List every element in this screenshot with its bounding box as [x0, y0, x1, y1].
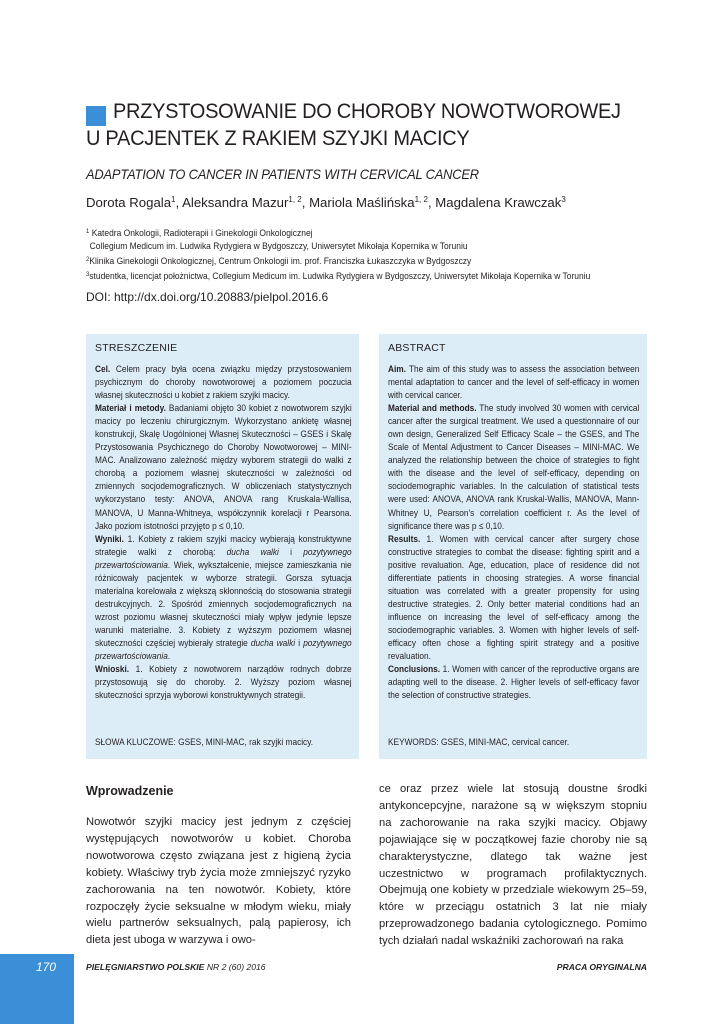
methods-text: The study involved 30 women with cervical cancer after the surgical treatment. We used a questionnaire of our own design, Generalized Self Efficacy Scale – the GSES, and The Scale of Mental Adjustment to Cancer Diseases – MINI-MAC. We analyzed the relationship between the choice of strategies to fight with the disease and the level of self-efficacy, depending on sociodemographic variables. In the calculation of statistical tests were used: ANOVA, ANOVA rank Kruskal-Wallis, MANOVA, Mann-Whitney U, Pearson's correlation coefficient r. As the level of significance there was p ≤ 0,10.	[388, 402, 640, 531]
affiliation-1	[86, 225, 590, 240]
article-title	[86, 98, 663, 152]
cel-label: Cel.	[95, 363, 111, 374]
author-affiliation-mark: 1	[171, 195, 176, 204]
streszczenie-text	[95, 362, 352, 701]
conclusions-label: Conclusions.	[388, 663, 441, 675]
author-name: Dorota Rogala	[86, 195, 172, 210]
wyniki-text: 1. Kobiety z rakiem szyjki macicy wybierają konstruktywne strategie walki z chorobą:	[95, 532, 352, 557]
title-line-1: PRZYSTOSOWANIE DO CHOROBY NOWOTWOROWEJ	[112, 99, 621, 123]
affiliation-number: 2	[86, 256, 90, 263]
streszczenie-heading: STRESZCZENIE	[95, 342, 178, 354]
author-affiliation-mark: 1, 2	[288, 195, 302, 204]
metody-label: Materiał i metody.	[95, 402, 166, 414]
abstract-box	[379, 334, 647, 759]
wyniki-label: Wyniki.	[95, 532, 124, 544]
wnioski-label: Wnioski.	[95, 663, 130, 675]
section-heading: Wprowadzenie	[86, 784, 174, 798]
streszczenie-box	[86, 334, 359, 759]
affiliations	[86, 225, 590, 283]
abstract-keywords: KEYWORDS: GSES, MINI-MAC, cervical cancer.	[388, 736, 570, 747]
title-line-2: U PACJENTEK Z RAKIEM SZYJKI MACICY	[86, 126, 470, 150]
wyniki-italic: ducha walki	[226, 545, 279, 557]
conclusions-text: 1. Women with cancer of the reproductive organs are adapting well to the disease. 2. Higher levels of self-efficacy favor the selection of constructive strategies.	[388, 663, 640, 701]
aim-label: Aim.	[388, 363, 406, 374]
wyniki-italic: pozytywnego przewartościowania	[95, 636, 352, 662]
affiliation-3	[86, 268, 590, 283]
wyniki-text: . Wiek, wykształcenie, miejsce zamieszkania nie różnicowały pacjentek w wyborze strategii. Gorsza sytuacja materialna korelowała z większą skłonnością do stosowania strategii destrukcyjnych. 2. Spośród zmiennych socjodemograficznych na wzrost poziomu własnej skuteczności miały wpływ jedynie lepsze warunki materialne. 3. Kobiety z wyższym poziomem własnej skuteczności częściej wybierały strategie	[95, 558, 352, 648]
affiliation-2	[86, 253, 590, 268]
author-affiliation-mark: 3	[561, 195, 566, 204]
affiliation-text: studentka, licencjat położnictwa, Collegium Medicum im. Ludwika Rydygiera w Bydgoszczy, Uniwersytet Mikołaja Kopernika w Toruniu	[89, 271, 591, 281]
affiliation-number: 1	[86, 228, 90, 235]
article-type: PRACA ORYGINALNA	[556, 962, 647, 972]
results-label: Results.	[388, 532, 421, 544]
results-text: 1. Women with cervical cancer after surgery chose constructive strategies to combat the disease: fighting spirit and a positive revaluation. Age, education, place of residence did not differentiate patients in choosing strategies. A worse financial situation was correlated with a greater propensity for using destructive strategies. 2. Only better material conditions had an influence on increasing the level of self-efficacy among the sociodemographic variables. 3. Women with higher levels of self-efficacy often chose a fighting spirit strategy and a positive revaluation.	[388, 532, 640, 662]
metody-text: Badaniami objęto 30 kobiet z nowotworem szyjki macicy po leczeniu chirurgicznym. Wykorzystano ankietę własnej konstrukcji, Skalę Uogólnionej Własnej Skuteczności – GSES i Skalę Przystosowania Psychicznego do Choroby Nowotworowej – MINI-MAC. Analizowano zależność między wyborem strategii do walki z chorobą a poziomem własnej skuteczności w zależności od zmiennych socjodemograficznych. W obliczeniach statystycznych wykorzystano testy: ANOVA, ANOVA rang Kruskala-Wallisa, MANOVA, U Manna-Whitneya, współczynnik korelacji r Pearsona. Jako poziom istotności przyjęto p ≤ 0,10.	[95, 402, 352, 531]
aim-text: The aim of this study was to assess the association between mental adaptation to cancer and the level of self-efficacy in women with cervical cancer.	[388, 363, 640, 401]
author-name: Mariola Maślińska	[309, 195, 415, 210]
wnioski-text: 1. Kobiety z nowotworem narządów rodnych dobrze przystosowują się do choroby. 2. Wyższy poziom własnej skuteczności sprzyja wyborowi konstruktywnych strategii.	[95, 663, 352, 701]
wyniki-text: i	[298, 636, 301, 648]
abstract-text	[388, 362, 639, 701]
wyniki-text: i	[290, 545, 292, 557]
affiliation-text: Katedra Onkologii, Radioterapii i Ginekologii Onkologicznej	[91, 228, 313, 238]
methods-label: Material and methods.	[388, 402, 477, 414]
author-list: Dorota Rogala$^1$, Aleksandra Mazur$^{1, 2}$, Mariola Maślińska$^{1, 2}$, Magdalena Krawczak$^3$	[86, 195, 566, 210]
cel-text: Celem pracy była ocena związku między przystosowaniem psychicznym do choroby nowotworowej a poziomem poczucia własnej skuteczności u kobiet z rakiem szyjki macicy.	[95, 363, 352, 401]
article-title-block	[86, 98, 686, 152]
author-name: Magdalena Krawczak	[435, 195, 562, 210]
body-column-right: ce oraz przez wiele lat stosują doustne środki antykoncepcyjne, narażone są w większym stopniu na zachorowanie na raka szyjki macicy. Objawy pojawiające się w początkowej fazie choroby nie są charakterystyczne, dlatego tak ważne jest uczestnictwo w programach profilaktycznych. Obejmują one kobiety w przedziale wiekowym 25–59, które w przeciągu ostatnich 3 lat nie miały przeprowadzonego badania cytologicznego. Pomimo tych działań nadal wskaźniki zachorowań na raka	[379, 783, 647, 948]
footer-journal	[86, 962, 266, 972]
abstract-heading: ABSTRACT	[388, 342, 446, 354]
doi-link[interactable]: DOI: http://dx.doi.org/10.20883/pielpol.2016.6	[86, 290, 329, 304]
affiliation-1-line-2: Collegium Medicum im. Ludwika Rydygiera w Bydgoszczy, Uniwersytet Mikołaja Kopernika w Toruniu	[89, 241, 468, 251]
article-subtitle: ADAPTATION TO CANCER IN PATIENTS WITH CERVICAL CANCER	[86, 166, 479, 182]
affiliation-number: 3	[86, 271, 90, 278]
author-affiliation-mark: 1, 2	[414, 195, 428, 204]
journal-name: PIELĘGNIARSTWO POLSKIE	[86, 962, 205, 972]
wyniki-text: .	[167, 650, 171, 662]
affiliation-text: Klinika Ginekologii Onkologicznej, Centrum Onkologii im. prof. Franciszka Łukaszczyka w Bydgoszczy	[89, 256, 472, 266]
wyniki-italic: pozytywnego przewartościowania	[95, 545, 352, 570]
wyniki-italic: ducha walki	[250, 636, 296, 648]
journal-issue: NR 2 (60) 2016	[206, 962, 266, 972]
streszczenie-keywords: SŁOWA KLUCZOWE: GSES, MINI-MAC, rak szyjki macicy.	[95, 736, 314, 747]
page-number: 170	[36, 960, 57, 974]
footer-page-tab	[0, 954, 74, 1024]
author-name: Aleksandra Mazur	[182, 195, 289, 210]
body-column-left: Nowotwór szyjki macicy jest jednym z częściej występujących nowotworów u kobiet. Choroba nowotworowa często związana jest z higieną życia kobiety. Właściwy tryb życia może zmniejszyć ryzyko zachorowania na ten nowotwór. Kobiety, które rozpoczęły życie seksualne w młodym wieku, miały wielu partnerów seksualnych, palą papierosy, ich dieta jest uboga w warzywa i owo-	[86, 816, 351, 947]
